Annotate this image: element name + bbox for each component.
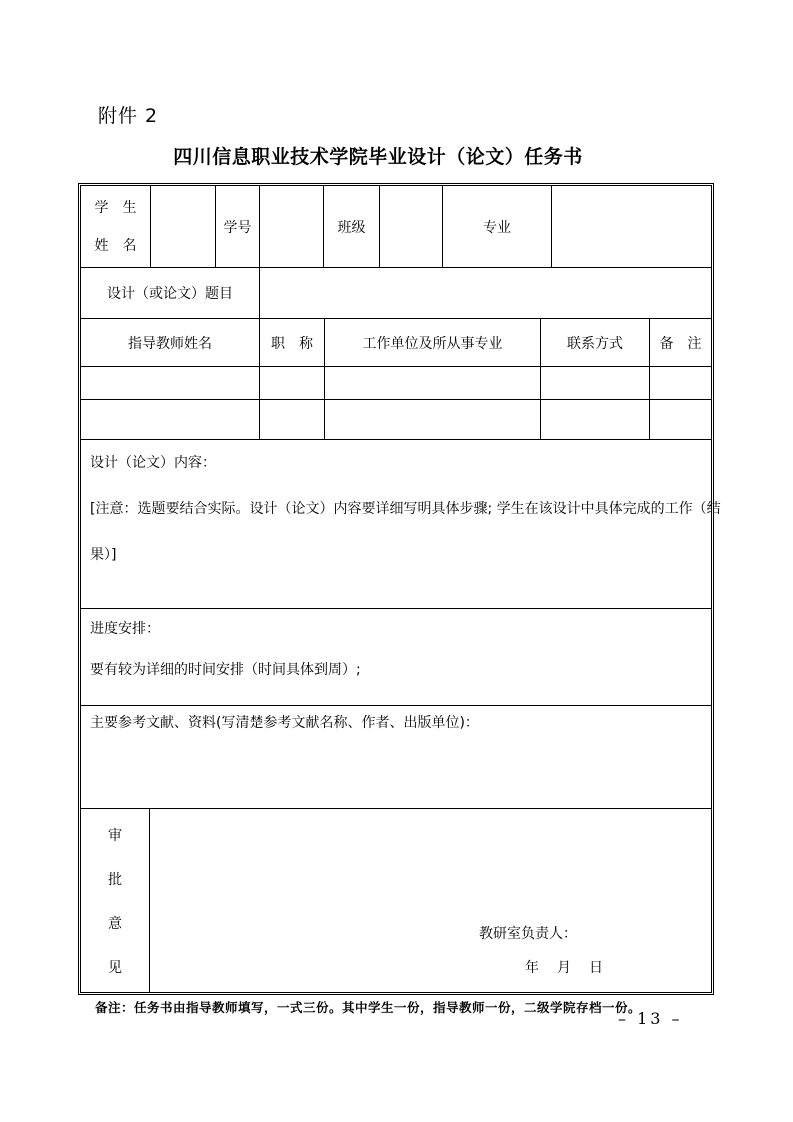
major-value-cell [552,186,711,267]
student-name-value-cell [151,186,216,267]
major-label: 专业 [443,186,552,267]
advisor-remarks-cell [650,400,711,439]
advisor-workunit-header: 工作单位及所从事专业 [325,319,541,366]
content-note-line2: 果）] [90,547,117,563]
approval-label [81,809,150,992]
advisor-row-1 [81,367,711,400]
advisor-title-cell [260,367,325,399]
advisor-name-cell [81,400,260,439]
footer-note: 备注：任务书由指导教师填写，一式三份。其中学生一份，指导教师一份，二级学院存档一份。 [95,1000,642,1015]
advisor-remarks-cell [650,367,711,399]
advisor-title-cell [260,400,325,439]
references-heading: 主要参考文献、资料(写清楚参考文献名称、作者、出版单位)： [90,715,479,731]
approval-content-cell [150,809,711,992]
class-label: 班级 [324,186,380,267]
approval-row [81,809,711,992]
student-name-label [81,186,151,267]
references-section-row [81,706,711,809]
student-id-value-cell [260,186,324,267]
topic-row [81,268,711,319]
approval-label-char2: 批 [108,871,122,888]
advisor-row-2 [81,400,711,440]
advisor-contact-header: 联系方式 [541,319,650,366]
attachment-label: 附件 2 [98,105,159,127]
topic-label: 设计（或论文）题目 [81,268,260,318]
content-note-line1: [注意：选题要结合实际。设计（论文）内容要详细写明具体步骤; 学生在该设计中具体完成的工作（结 [90,501,721,517]
content-section-row [81,440,721,609]
signer-label: 教研室负责人： [479,926,577,942]
content-heading: 设计（论文）内容： [90,455,216,471]
advisor-name-cell [81,367,260,399]
student-name-label-line2: 姓 名 [94,237,137,254]
advisor-contact-cell [541,367,650,399]
advisor-workunit-cell [325,400,541,439]
class-value-cell [380,186,443,267]
approval-label-char1: 审 [108,827,122,844]
signature-block [479,917,605,985]
student-id-label: 学号 [216,186,260,267]
advisor-contact-cell [541,400,650,439]
advisor-remarks-header: 备 注 [659,335,702,352]
student-name-label-line1: 学 生 [94,199,137,216]
topic-value-cell [260,268,711,318]
advisor-workunit-cell [325,367,541,399]
content-section-cell [81,440,721,608]
schedule-heading: 进度安排： [90,621,160,637]
document-title: 四川信息职业技术学院毕业设计（论文）任务书 [173,146,583,168]
references-section-cell [81,706,711,808]
schedule-section-cell [81,609,711,705]
task-form-table [78,183,721,995]
date-line: 年 月 日 [525,960,605,976]
approval-label-char4: 见 [108,959,122,976]
student-info-row [81,186,711,268]
page-number: – 13 – [618,1009,683,1028]
schedule-note: 要有较为详细的时间安排（时间具体到周）; [90,662,361,678]
advisor-title-header: 职 称 [260,319,325,366]
approval-label-char3: 意 [108,915,122,932]
advisor-name-header: 指导教师姓名 [81,319,260,366]
advisor-header-row [81,319,711,367]
schedule-section-row [81,609,711,706]
